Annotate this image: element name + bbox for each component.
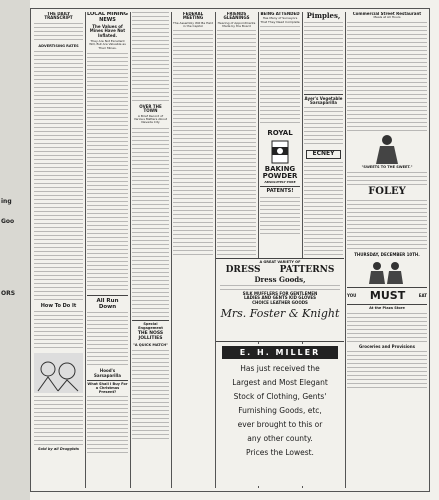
baking-powder-can-icon — [269, 139, 291, 165]
column-8 — [347, 12, 427, 488]
column-7 — [304, 12, 343, 257]
patterns-word: PATTERNS — [279, 264, 335, 275]
column-rule — [171, 12, 172, 488]
strip-text: Goo — [1, 218, 15, 225]
miller-line: Has just received the — [240, 364, 320, 373]
restaurant-sub: Meals at All Hours — [373, 15, 401, 20]
subhead-federal: The Assembly Will Be Held in the Capitol — [173, 20, 213, 29]
miller-line: Stock of Clothing, Gents' — [233, 392, 327, 401]
dress-goods: Dress Goods, — [254, 274, 306, 284]
groceries-heading: Groceries and Provisions — [358, 343, 416, 349]
miller-clothing-ad — [216, 344, 344, 486]
thursday-announcement: THURSDAY, DECEMBER 10TH. — [354, 251, 420, 257]
column-3 — [132, 12, 169, 488]
signature: Mrs. Foster & Knight — [220, 307, 340, 321]
column-rule — [85, 12, 86, 488]
column-5 — [217, 12, 256, 257]
ecney-ad: ECNEY — [306, 150, 341, 159]
headline-friends: FRIENDS GLEANINGS — [223, 12, 250, 21]
masthead: THE DAILY TRANSCRIPT — [44, 12, 73, 21]
column-1 — [34, 12, 83, 488]
column-6 — [260, 12, 300, 257]
couple-illustration — [347, 259, 427, 285]
restaurant-heading: Commercial Street Restaurant — [352, 12, 422, 16]
ad-quick-match: "A QUICK MATCH" — [133, 343, 168, 348]
foley-ad: FOLEY — [368, 185, 406, 197]
miller-line: Furnishing Goods, etc, — [238, 406, 322, 415]
dress-kicker: A GREAT VARIETY OF — [259, 260, 301, 264]
column-rule — [345, 12, 346, 488]
column-4 — [173, 12, 213, 257]
strip-text: ing — [1, 198, 12, 205]
must-eat-ad — [347, 290, 427, 302]
ayers-ad: Ayer's Vegetable Sarsaparilla — [304, 95, 343, 106]
ad-footer: Sold by all Druggists — [37, 447, 79, 452]
headline-attended: BEING ATTENDED — [260, 12, 300, 16]
silk-mufflers: SILK MUFFLERS FOR GENTLEMEN — [242, 290, 318, 296]
must-right: EAT — [418, 293, 427, 299]
subhead-mining: The Values of Mines Have Not Inflated. — [89, 24, 126, 38]
girl-illustration — [347, 132, 427, 166]
dress-word: DRESS — [225, 264, 261, 275]
miller-line: Largest and Most Elegant — [232, 378, 328, 387]
subhead-mining-2: They Are Not Excellent Will, But Are Valuable as Their Mines. — [89, 39, 126, 50]
miller-name: E. H. MILLER — [222, 346, 338, 359]
headline-town: OVER THE TOWN — [139, 104, 162, 114]
ad-all-run-down: All Run Down — [96, 298, 119, 311]
column-rule — [130, 12, 131, 488]
headline-federal: FEDERAL MEETING — [182, 12, 204, 21]
section-heading: How To Do It — [40, 302, 77, 309]
miller-line: ever brought to this or — [237, 420, 323, 429]
rates-heading: ADVERTISING RATES — [38, 43, 79, 48]
column-2 — [87, 12, 128, 488]
headline-mining: LOCAL MINING NEWS — [87, 12, 128, 23]
miller-line: any other county. — [247, 434, 313, 443]
strip-text: ORS — [1, 290, 16, 297]
miller-body — [216, 362, 344, 460]
ad-special-engagement: Special Engagement — [138, 321, 163, 330]
pimples-ad: Pimples, — [306, 12, 341, 20]
illustration-engraving — [34, 353, 83, 393]
ad-hoods: Hood's Sarsaparilla — [94, 368, 121, 378]
sweets-slogan: "SWEETS TO THE SWEET." — [361, 164, 413, 169]
leather-goods: CHOICE LEATHER GOODS — [252, 299, 308, 305]
dress-line-1 — [216, 265, 344, 275]
adjacent-page-strip — [0, 0, 30, 500]
subhead-town: A Brief Record of Various Matters About Nevada City — [133, 113, 168, 125]
subhead-friends: Hearing of Appointments Made by the Board — [217, 20, 256, 29]
royal-powder: POWDER — [262, 172, 298, 181]
miller-line: Prices the Lowest. — [246, 448, 314, 457]
ad-noss-jollities: THE NOSS JOLLITIES — [137, 331, 164, 342]
royal-pure: ABSOLUTELY PURE — [264, 180, 296, 185]
royal-baking: BAKING — [264, 164, 296, 173]
plaza-store: At the Plaza Store — [369, 306, 405, 311]
royal-title: ROYAL — [267, 128, 293, 137]
dress-patterns-ad — [216, 258, 344, 342]
must-left: YOU — [347, 293, 357, 299]
ad-christmas: What Shall I Buy For a Christmas Present? — [87, 381, 128, 394]
subhead-attended: Has Many of Surveyors That They Need Complete — [260, 16, 300, 24]
royal-baking-powder-ad — [260, 130, 300, 184]
must-word: MUST — [369, 288, 406, 302]
kid-gloves: LADIES AND GENTS KID GLOVES — [244, 295, 316, 301]
patents-heading: PATENTS! — [266, 188, 294, 195]
